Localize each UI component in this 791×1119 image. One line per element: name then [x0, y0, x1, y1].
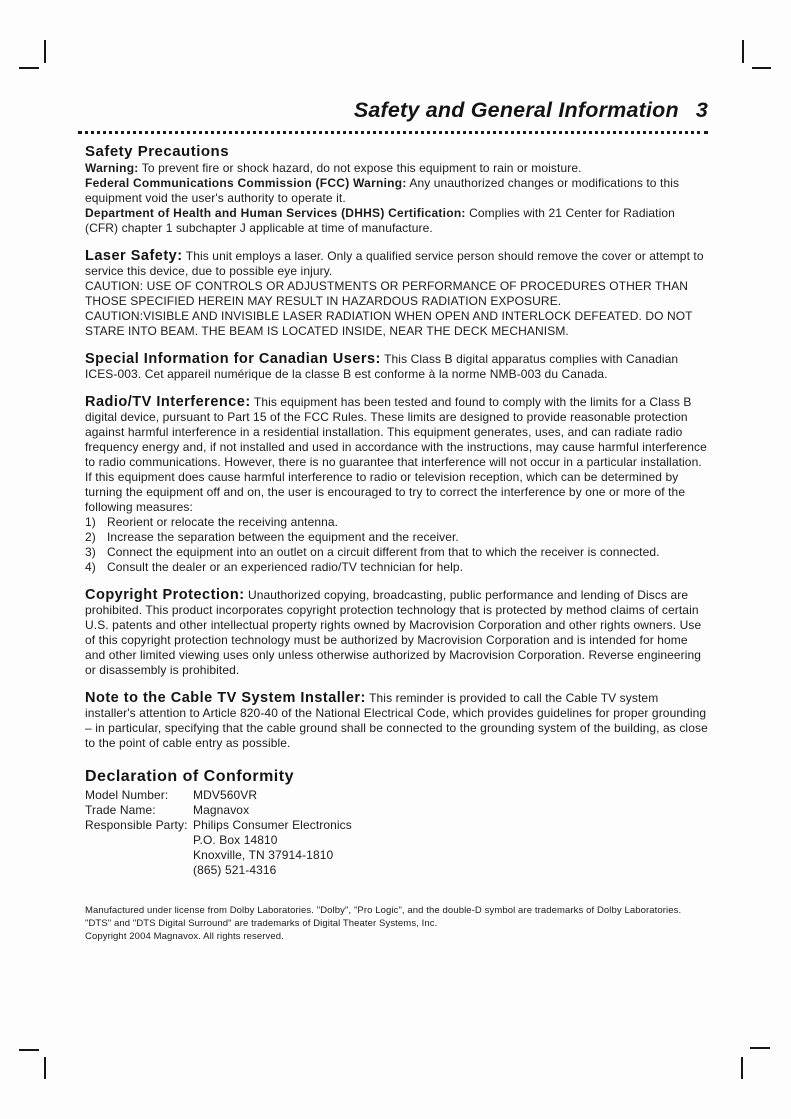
- row-label: Responsible Party:: [85, 818, 188, 832]
- list-item: [85, 545, 708, 560]
- dhhs-item: [85, 206, 708, 236]
- row-label: [85, 833, 193, 848]
- warning-item: [85, 161, 708, 176]
- crop-mark-top-right-vertical: [742, 40, 744, 63]
- table-row: [85, 833, 708, 848]
- section-declaration-of-conformity: [85, 768, 708, 878]
- fine-print-line-dolby: Manufactured under license from Dolby Laboratories. "Dolby", "Pro Logic", and the double-D symbol are trademarks of Dolby Laboratories.: [85, 905, 682, 916]
- section-safety-precautions: [85, 143, 708, 236]
- copyright-paragraph: [85, 588, 708, 678]
- cable-installer-paragraph: [85, 691, 708, 751]
- copyright-heading: Copyright Protection:: [85, 587, 245, 603]
- crop-mark-bottom-left-horizontal: [19, 1049, 39, 1051]
- section-canadian-users: [85, 352, 708, 382]
- list-item-number: 3): [85, 545, 96, 559]
- table-row: [85, 803, 708, 818]
- cable-installer-text: This reminder is provided to call the Cable TV system installer's attention to Article 820-40 of the National Electrical Code, which provides guidelines for proper grounding – in particular, specifying that the cable ground shall be connected to the grounding system of the building, as close to the point of cable entry as possible.: [85, 691, 708, 750]
- list-item: [85, 530, 708, 545]
- laser-caution-2: CAUTION:VISIBLE AND INVISIBLE LASER RADIATION WHEN OPEN AND INTERLOCK DEFEATED. DO NOT STARE INTO BEAM. THE BEAM IS LOCATED INSIDE, NEAR THE DECK MECHANISM.: [85, 309, 693, 338]
- list-item-text: Consult the dealer or an experienced radio/TV technician for help.: [107, 560, 464, 574]
- cable-installer-heading: Note to the Cable TV System Installer:: [85, 690, 366, 706]
- row-value: Knoxville, TN 37914-1810: [193, 848, 334, 862]
- row-value: MDV560VR: [193, 788, 258, 802]
- fcc-warning-text: Any unauthorized changes or modifications to this equipment void the user's authority to operate it.: [85, 176, 680, 205]
- radio-tv-heading: Radio/TV Interference:: [85, 394, 251, 410]
- section-copyright-protection: [85, 588, 708, 678]
- list-item: [85, 560, 708, 575]
- dotted-rule: [78, 131, 708, 134]
- safety-precautions-heading: Safety Precautions: [85, 143, 230, 160]
- fcc-warning-item: [85, 176, 708, 206]
- crop-mark-bottom-right-vertical: [741, 1057, 743, 1079]
- crop-mark-top-left-horizontal: [19, 67, 39, 69]
- page-title: Safety and General Information: [353, 98, 679, 122]
- list-item: [85, 515, 708, 530]
- table-row: [85, 818, 708, 833]
- row-label: Model Number:: [85, 788, 169, 802]
- list-item-number: 2): [85, 530, 96, 544]
- dhhs-label: Department of Health and Human Services (DHHS) Certification:: [85, 206, 466, 220]
- list-item-text: Reorient or relocate the receiving antenna.: [107, 515, 339, 529]
- fine-print-line-copyright: Copyright 2004 Magnavox. All rights reserved.: [85, 931, 284, 942]
- crop-mark-bottom-left-vertical: [44, 1057, 46, 1079]
- section-radio-tv-interference: [85, 395, 708, 575]
- list-item-number: 1): [85, 515, 96, 529]
- crop-mark-top-left-vertical: [44, 40, 46, 63]
- laser-safety-paragraph: [85, 249, 708, 279]
- row-value: P.O. Box 14810: [193, 833, 278, 847]
- laser-caution-1: CAUTION: USE OF CONTROLS OR ADJUSTMENTS OR PERFORMANCE OF PROCEDURES OTHER THAN THOSE SPECIFIED HEREIN MAY RESULT IN HAZARDOUS RADIATION EXPOSURE.: [85, 279, 689, 308]
- warning-label: Warning:: [85, 161, 139, 175]
- table-row: [85, 848, 708, 863]
- row-value: Philips Consumer Electronics: [193, 818, 352, 832]
- warning-text: To prevent fire or shock hazard, do not expose this equipment to rain or moisture.: [141, 161, 582, 175]
- section-laser-safety: [85, 249, 708, 339]
- row-label: Trade Name:: [85, 803, 156, 817]
- canadian-users-text: This Class B digital apparatus complies with Canadian ICES-003. Cet appareil numérique de la classe B est conforme à la norme NMB-003 du Canada.: [85, 352, 679, 381]
- radio-tv-paragraph: [85, 395, 708, 515]
- crop-mark-bottom-right-horizontal: [750, 1047, 770, 1049]
- page-content: [85, 98, 708, 943]
- laser-safety-heading: Laser Safety:: [85, 248, 183, 264]
- row-value: (865) 521-4316: [193, 863, 277, 877]
- list-item-number: 4): [85, 560, 96, 574]
- page-header: [85, 98, 708, 123]
- fcc-warning-label: Federal Communications Commission (FCC) Warning:: [85, 176, 407, 190]
- declaration-heading: Declaration of Conformity: [85, 768, 294, 785]
- fine-print-line-dts: "DTS" and "DTS Digital Surround" are trademarks of Digital Theater Systems, Inc.: [85, 918, 438, 929]
- table-row: [85, 788, 708, 803]
- page-number: 3: [695, 98, 708, 122]
- canadian-users-paragraph: [85, 352, 708, 382]
- fine-print: [85, 904, 775, 943]
- declaration-table: [85, 788, 708, 878]
- list-item-text: Connect the equipment into an outlet on a circuit different from that to which the receiver is connected.: [107, 545, 660, 559]
- row-value: Magnavox: [193, 803, 250, 817]
- laser-safety-text: This unit employs a laser. Only a qualified service person should remove the cover or attempt to service this device, due to possible eye injury.: [85, 249, 704, 278]
- canadian-users-heading: Special Information for Canadian Users:: [85, 351, 381, 367]
- section-cable-installer: [85, 691, 708, 751]
- radio-tv-text: This equipment has been tested and found to comply with the limits for a Class B digital device, pursuant to Part 15 of the FCC Rules. These limits are designed to provide reasonable protection against harmful interference in a residential installation. This equipment generates, uses, and can radiate radio frequency energy and, if not installed and used in accordance with the instructions, may cause harmful interference to radio communications. However, there is no guarantee that interference will not occur in a particular installation. If this equipment does cause harmful interference to radio or television reception, which can be determined by turning the equipment off and on, the user is encouraged to try to correct the interference by one or more of the following measures:: [85, 395, 707, 514]
- crop-mark-top-right-horizontal: [752, 67, 771, 69]
- row-label: [85, 848, 193, 863]
- table-row: [85, 863, 708, 878]
- dhhs-text: Complies with 21 Center for Radiation (CFR) chapter 1 subchapter J applicable at time of manufacture.: [85, 206, 675, 235]
- list-item-text: Increase the separation between the equipment and the receiver.: [107, 530, 459, 544]
- row-label: [85, 863, 193, 878]
- copyright-text: Unauthorized copying, broadcasting, public performance and lending of Discs are prohibited. This product incorporates copyright protection technology that is protected by method claims of certain U.S. patents and other intellectual property rights owned by Macrovision Corporation and other rights owners. Use of this copyright protection technology must be authorized by Macrovision Corporation and is intended for home and other limited viewing uses only unless otherwise authorized by Macrovision Corporation. Reverse engineering or disassembly is prohibited.: [85, 588, 702, 677]
